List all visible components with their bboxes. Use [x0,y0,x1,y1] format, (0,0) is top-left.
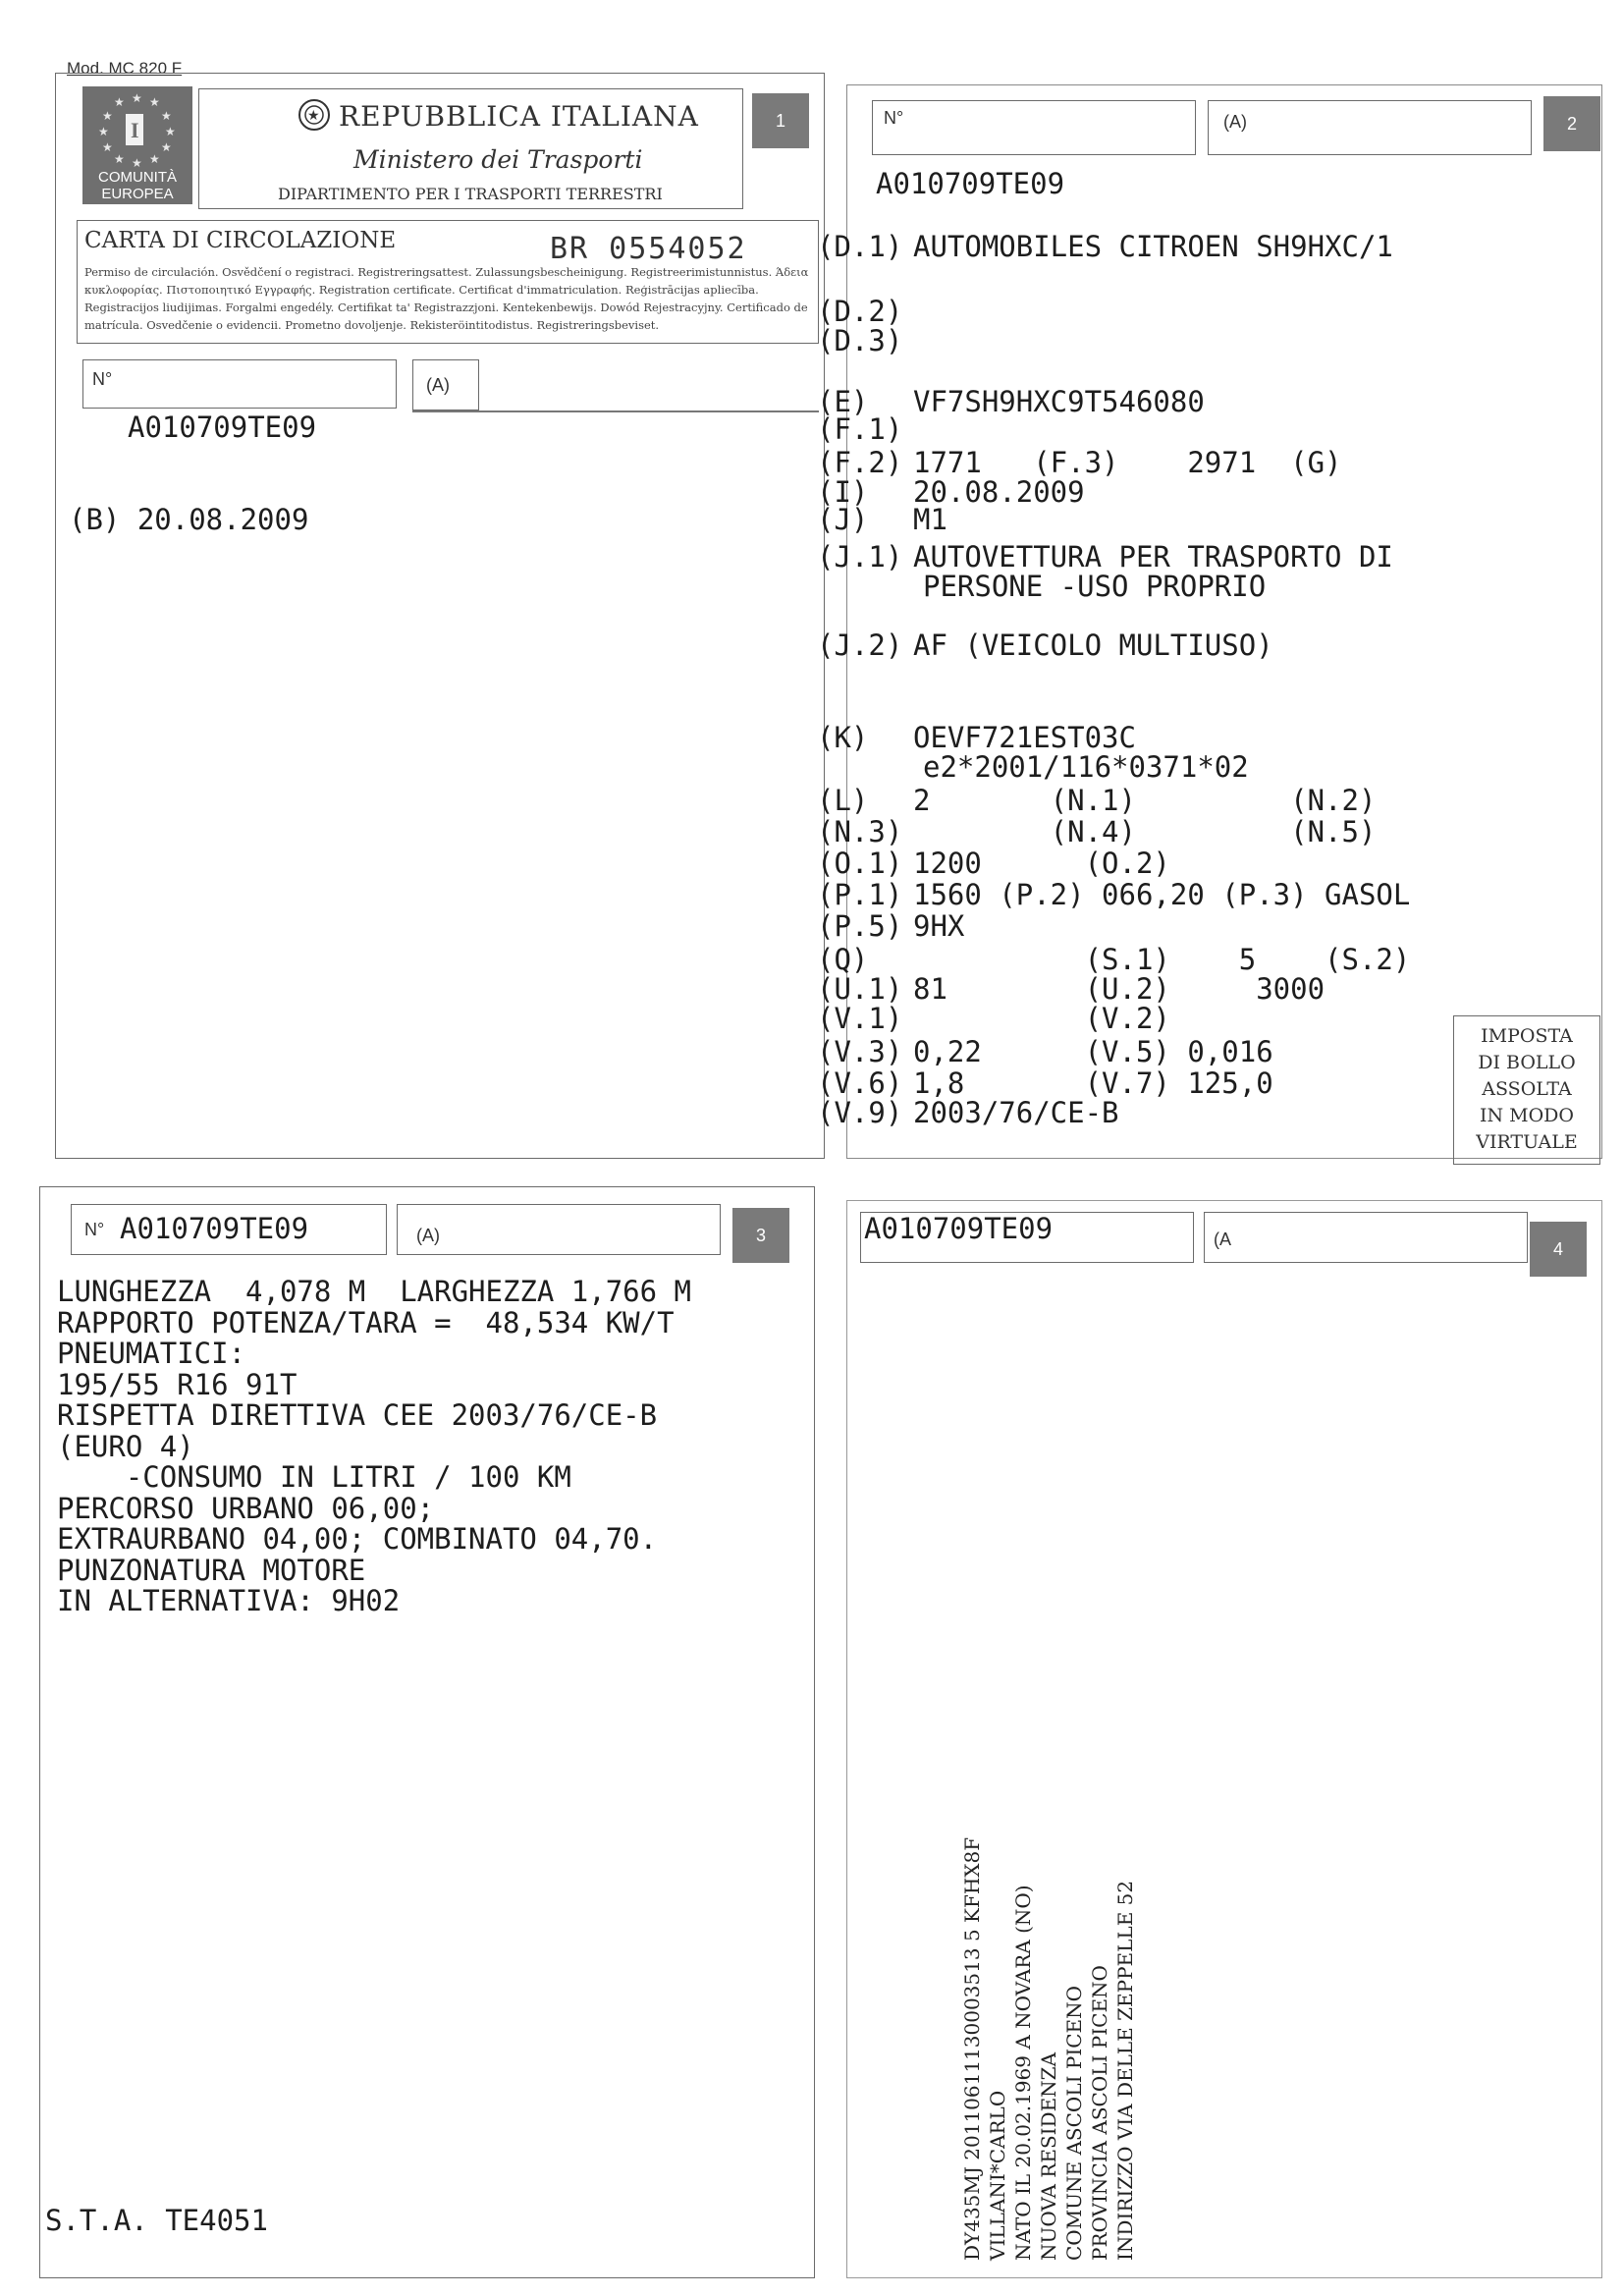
field-value: VF7SH9HXC9T546080 [913,385,1205,418]
svg-text:★: ★ [149,95,160,109]
owner-line: INDIRIZZO VIA DELLE ZEPPELLE 52 [1113,1880,1137,2261]
multilingual-line-3: Registracijos liudijimas. Forgalmi engedély. Certifikat ta' Registrazzjoni. Kentekenbewijs. Dowód Rejestracyjny. Certificado de [84,301,808,314]
owner-line: PROVINCIA ASCOLI PICENO [1088,1965,1111,2261]
field-code: (V.3) [817,1035,903,1068]
note-line: -CONSUMO IN LITRI / 100 KM [57,1460,571,1494]
registration-number: A010709TE09 [128,410,317,444]
svg-text:★: ★ [114,95,125,109]
field-code: (I) [817,475,869,509]
multilingual-line-4: matrícula. Osvedčenie o evidencii. Prometno dovoljenje. Rekisteröintitodistus. Registreringsbeviset. [84,318,660,332]
panel-badge-3: 3 [732,1208,789,1263]
svg-text:★: ★ [161,140,172,154]
eu-flag [82,86,192,204]
republic-title: REPUBBLICA ITALIANA [339,100,699,133]
svg-text:★: ★ [161,109,172,123]
a-label: (A) [426,375,450,395]
note-line: PERCORSO URBANO 06,00; [57,1491,435,1525]
owner-line: NATO IL 20.02.1969 A NOVARA (NO) [1011,1885,1035,2261]
a-field-box-3 [397,1204,721,1255]
owner-line: COMUNE ASCOLI PICENO [1062,1985,1086,2261]
owner-line: NUOVA RESIDENZA [1037,2051,1060,2261]
field-value: PERSONE -USO PROPRIO [923,570,1267,603]
field-value: 1560 (P.2) 066,20 (P.3) GASOL [913,878,1411,911]
field-value: OEVF721EST03C [913,721,1136,754]
field-value: AUTOVETTURA PER TRASPORTO DI [913,540,1393,574]
field-code: (N.3) [817,815,903,848]
no-label-3: N° [84,1220,105,1239]
svg-text:★: ★ [149,152,160,166]
stamp-line: IMPOSTA [1481,1025,1573,1047]
field-value: 20.08.2009 [913,475,1085,509]
note-line: (EURO 4) [57,1429,194,1463]
ministry-name: Ministero dei Trasporti [353,145,643,174]
multilingual-line-1: Permiso de circulación. Osvědčení o registraci. Registreringsattest. Zulassungsbescheinigung. Registreerimistunnistus. Άδεια [84,265,809,279]
sta-footer: S.T.A. TE4051 [45,2204,268,2237]
svg-text:★: ★ [98,125,109,138]
field-code: (L) [817,784,869,817]
svg-text:★: ★ [102,140,113,154]
svg-text:★: ★ [165,125,176,138]
field-code: (P.5) [817,909,903,943]
field-value: 2 (N.1) (N.2) [913,784,1377,817]
note-line: PNEUMATICI: [57,1337,246,1370]
field-value: AF (VEICOLO MULTIUSO) [913,629,1273,662]
stamp-line: ASSOLTA [1482,1078,1572,1100]
svg-text:★: ★ [132,91,142,105]
note-line: IN ALTERNATIVA: 9H02 [57,1584,401,1617]
field-value: (V.2) [913,1002,1170,1035]
owner-line: VILLANI*CARLO [986,2090,1009,2261]
field-value: (N.4) (N.5) [913,815,1377,848]
emblem-icon [297,97,332,133]
field-code: (V.6) [817,1066,903,1100]
note-line: 195/55 R16 91T [57,1367,298,1401]
a-field-box-4 [1204,1212,1528,1263]
svg-text:★: ★ [102,109,113,123]
a-field-box-2 [1208,100,1532,155]
field-value: 9HX [913,909,965,943]
field-code: (O.1) [817,847,903,880]
department-name: DIPARTIMENTO PER I TRASPORTI TERRESTRI [278,185,663,203]
svg-text:★: ★ [132,156,142,167]
field-value: 1,8 (V.7) 125,0 [913,1066,1273,1100]
registration-number-4: A010709TE09 [864,1212,1054,1245]
field-code: (D.2) [817,295,903,328]
multilingual-line-2: κυκλοφορίας. Πιστοποιητικό Εγγραφής. Registration certificate. Certificat d'immatriculation. Reģistrācijas apliecība. [84,283,759,297]
panel-badge-4: 4 [1530,1222,1587,1277]
field-code: (V.9) [817,1096,903,1129]
stamp-line: VIRTUALE [1476,1131,1578,1153]
serial-number: BR 0554052 [550,232,747,266]
field-value: 1771 (F.3) 2971 (G) [913,446,1342,479]
a-label-4: (A [1214,1230,1231,1249]
a-label-2: (A) [1223,112,1247,132]
field-code: (J.2) [817,629,903,662]
owner-line: DY435MJ 20110611130003513 5 KFHX8F [960,1836,984,2261]
field-value: 2003/76/CE-B [913,1096,1119,1129]
note-line: RISPETTA DIRETTIVA CEE 2003/76/CE-B [57,1398,658,1432]
stamp-line: IN MODO [1479,1105,1574,1126]
field-code: (F.1) [817,412,903,446]
field-code: (D.1) [817,230,903,263]
field-code: (P.1) [817,878,903,911]
no-label-2: N° [884,108,904,128]
field-value: AUTOMOBILES CITROEN SH9HXC/1 [913,230,1393,263]
field-code: (E) [817,385,869,418]
field-code: (K) [817,721,869,754]
field-value: M1 [913,503,947,536]
registration-number-2: A010709TE09 [876,167,1065,200]
eu-stars-icon [82,86,192,167]
eu-label-2: EUROPEA [101,186,174,202]
field-code: (U.1) [817,972,903,1006]
field-code: (J) [817,503,869,536]
doc-title: CARTA DI CIRCOLAZIONE [84,228,397,253]
stamp-line: DI BOLLO [1478,1052,1576,1073]
field-value: 81 (U.2) 3000 [913,972,1325,1006]
note-line: LUNGHEZZA 4,078 M LARGHEZZA 1,766 M [57,1275,692,1308]
svg-text:★: ★ [114,152,125,166]
field-value: e2*2001/116*0371*02 [923,750,1249,784]
field-code: (F.2) [817,446,903,479]
no-field-box-2 [872,100,1196,155]
a-field-underline [412,410,819,412]
panel-badge-1: 1 [752,93,809,148]
panel-badge-2: 2 [1543,96,1600,151]
a-label-3: (A) [416,1226,440,1245]
note-line: EXTRAURBANO 04,00; COMBINATO 04,70. [57,1522,658,1556]
field-code: (Q) [817,943,869,976]
field-value: 0,22 (V.5) 0,016 [913,1035,1273,1068]
no-label: N° [92,369,113,389]
field-value: 1200 (O.2) [913,847,1170,880]
note-line: RAPPORTO POTENZA/TARA = 48,534 KW/T [57,1305,675,1339]
field-code: (D.3) [817,324,903,357]
field-code: (J.1) [817,540,903,574]
eu-label-1: COMUNITÀ [98,169,177,186]
model-code: Mod. MC 820 F [67,59,183,78]
svg-text:I: I [131,118,139,142]
no-field-box [82,359,397,409]
field-code: (V.1) [817,1002,903,1035]
note-line: PUNZONATURA MOTORE [57,1553,366,1587]
registration-number-3: A010709TE09 [120,1212,309,1245]
field-value: (S.1) 5 (S.2) [913,943,1411,976]
b-first-registration: (B) 20.08.2009 [69,503,309,536]
svg-text:★: ★ [307,108,320,124]
